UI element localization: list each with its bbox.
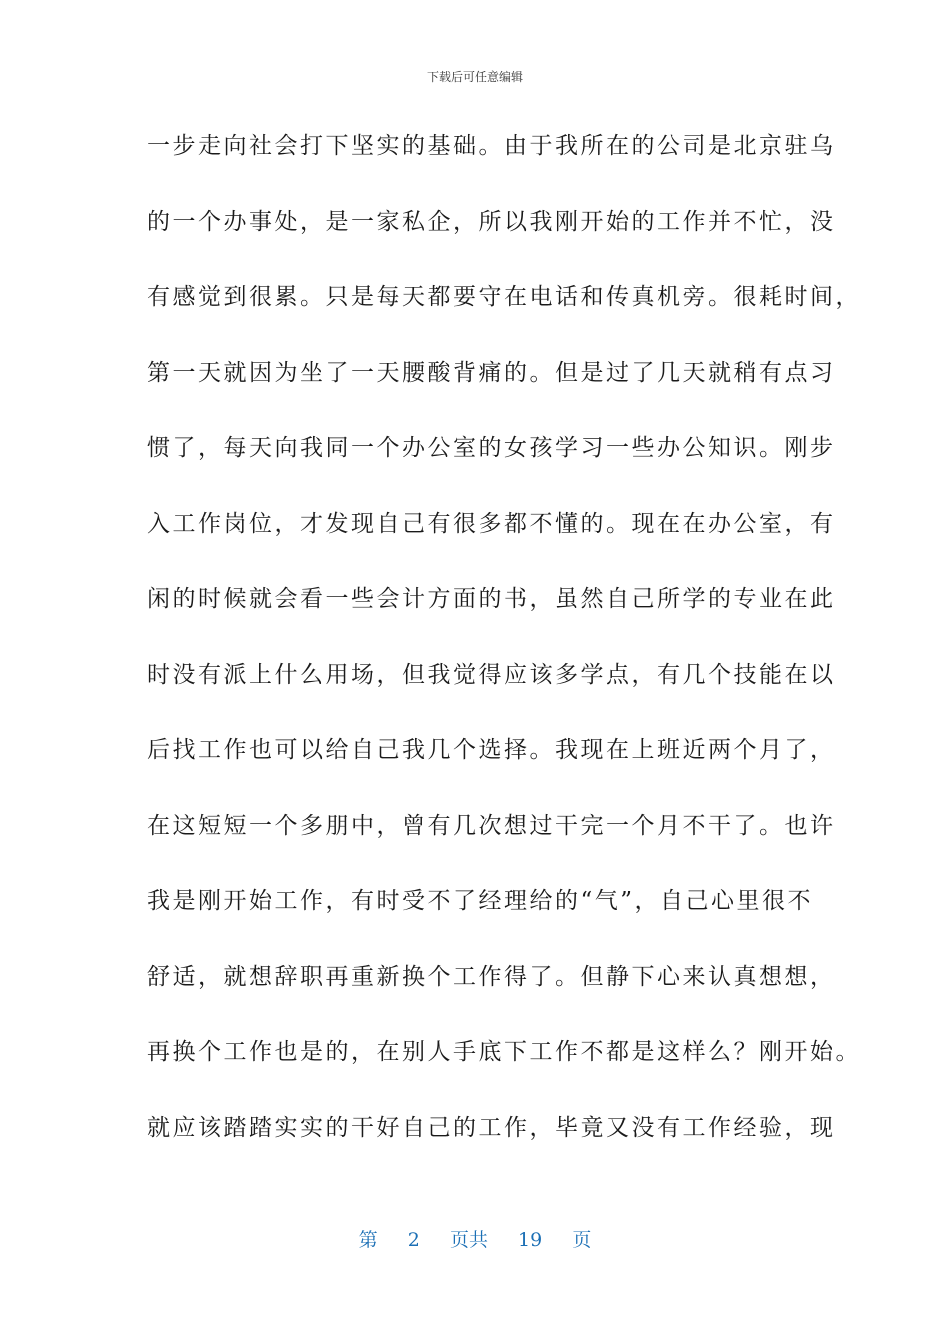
page-header: 下载后可任意编辑 bbox=[426, 70, 523, 84]
paragraph-line: 我是刚开始工作，有时受不了经理给的“气”，自己心里很不 bbox=[147, 888, 814, 914]
paragraph-line: 惯了，每天向我同一个办公室的女孩学习一些办公知识。刚步 bbox=[147, 435, 836, 461]
page-suffix: 页 bbox=[572, 1229, 592, 1251]
paragraph-line: 闲的时候就会看一些会计方面的书，虽然自己所学的专业在此 bbox=[147, 586, 836, 612]
paragraph-line: 后找工作也可以给自己我几个选择。我现在上班近两个月了， bbox=[147, 737, 836, 763]
paragraph-line: 舒适，就想辞职再重新换个工作得了。但静下心来认真想想， bbox=[147, 963, 836, 990]
paragraph-line: 入工作岗位，才发现自己有很多都不懂的。现在在办公室，有 bbox=[147, 510, 836, 537]
paragraph-line: 在这短短一个多朋中，曾有几次想过干完一个月不干了。也许 bbox=[147, 812, 836, 839]
total-pages-number: 19 bbox=[518, 1229, 543, 1251]
paragraph-line: 时没有派上什么用场，但我觉得应该多学点，有几个技能在以 bbox=[147, 661, 836, 688]
paragraph-line: 就应该踏踏实实的干好自己的工作，毕竟又没有工作经验，现 bbox=[147, 1114, 836, 1141]
page-prefix: 第 bbox=[358, 1229, 378, 1251]
paragraph-line: 一步走向社会打下坚实的基础。由于我所在的公司是北京驻乌 bbox=[147, 133, 836, 159]
document-body bbox=[147, 118, 861, 1175]
paragraph-line: 第一天就因为坐了一天腰酸背痛的。但是过了几天就稍有点习 bbox=[147, 359, 836, 386]
page-number-footer bbox=[0, 1225, 950, 1252]
paragraph-line: 的一个办事处，是一家私企，所以我刚开始的工作并不忙，没 bbox=[147, 208, 836, 235]
current-page-number: 2 bbox=[407, 1229, 420, 1251]
page-middle-label: 页共 bbox=[449, 1229, 488, 1251]
paragraph-line: 有感觉到很累。只是每天都要守在电话和传真机旁。很耗时间， bbox=[147, 284, 861, 310]
paragraph-line: 再换个工作也是的，在别人手底下工作不都是这样么？刚开始。 bbox=[147, 1039, 861, 1065]
